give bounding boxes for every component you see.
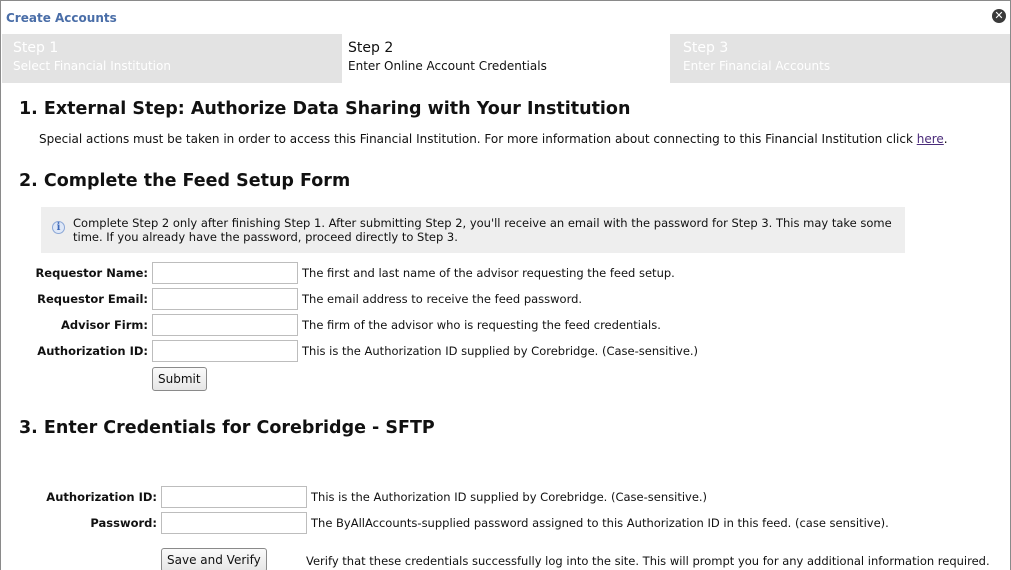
info-icon: i — [52, 221, 65, 234]
tab-step-3-title: Step 3 — [683, 40, 729, 56]
tab-step-1-title: Step 1 — [13, 40, 59, 56]
notice-text: Complete Step 2 only after finishing Step 1. After submitting Step 2, you'll receive an email with the password for Step 3. This may take some time. If you already have the password, proceed directly to Step 3. — [73, 216, 892, 244]
close-icon[interactable]: ✕ — [992, 9, 1006, 23]
authorization-id-hint: This is the Authorization ID supplied by Corebridge. (Case-sensitive.) — [302, 344, 699, 358]
tab-step-2-label: Enter Online Account Credentials — [348, 59, 547, 73]
password-hint: The ByAllAccounts-supplied password assigned to this Authorization ID in this feed. (case sensitive). — [311, 516, 889, 530]
credential-authorization-id-label: Authorization ID: — [46, 490, 157, 504]
credential-authorization-id-hint: This is the Authorization ID supplied by Corebridge. (Case-sensitive.) — [311, 490, 708, 504]
step-tabs — [2, 34, 1010, 83]
authorization-id-input[interactable] — [152, 340, 298, 362]
requestor-email-label: Requestor Email: — [37, 292, 148, 306]
submit-button[interactable]: Submit — [152, 367, 207, 391]
password-label: Password: — [90, 516, 157, 530]
verify-hint: Verify that these credentials successfully log into the site. This will prompt you for any additional information required. — [306, 554, 990, 568]
here-link[interactable]: here — [916, 132, 944, 146]
section-2-heading: 2. Complete the Feed Setup Form — [19, 171, 351, 191]
save-and-verify-button[interactable]: Save and Verify — [161, 548, 267, 570]
section-1-text — [39, 132, 948, 146]
requestor-name-hint: The first and last name of the advisor requesting the feed setup. — [302, 266, 675, 280]
advisor-firm-hint: The firm of the advisor who is requesting the feed credentials. — [302, 318, 661, 332]
advisor-firm-label: Advisor Firm: — [60, 318, 148, 332]
section-3-heading: 3. Enter Credentials for Corebridge - SFTP — [19, 418, 435, 438]
authorization-id-label: Authorization ID: — [37, 344, 148, 358]
section-1-heading: 1. External Step: Authorize Data Sharing with Your Institution — [19, 99, 631, 119]
info-notice — [41, 207, 905, 253]
credential-authorization-id-input[interactable] — [161, 486, 307, 508]
tab-step-1[interactable] — [2, 34, 342, 83]
dialog-titlebar — [1, 1, 1010, 33]
requestor-email-input[interactable] — [152, 288, 298, 310]
requestor-email-hint: The email address to receive the feed password. — [302, 292, 583, 306]
tab-step-2[interactable] — [342, 34, 670, 83]
tab-step-1-label: Select Financial Institution — [13, 59, 171, 73]
advisor-firm-input[interactable] — [152, 314, 298, 336]
tab-step-3[interactable] — [670, 34, 1010, 83]
tab-step-3-label: Enter Financial Accounts — [683, 59, 831, 73]
dialog-title: Create Accounts — [6, 11, 117, 25]
section-1-body: Special actions must be taken in order to access this Financial Institution. For more information about connecting to this Financial Institution click — [39, 132, 917, 146]
requestor-name-label: Requestor Name: — [35, 266, 148, 280]
requestor-name-input[interactable] — [152, 262, 298, 284]
section-1-period: . — [943, 132, 948, 146]
tab-step-2-title: Step 2 — [348, 40, 394, 56]
password-input[interactable] — [161, 512, 307, 534]
